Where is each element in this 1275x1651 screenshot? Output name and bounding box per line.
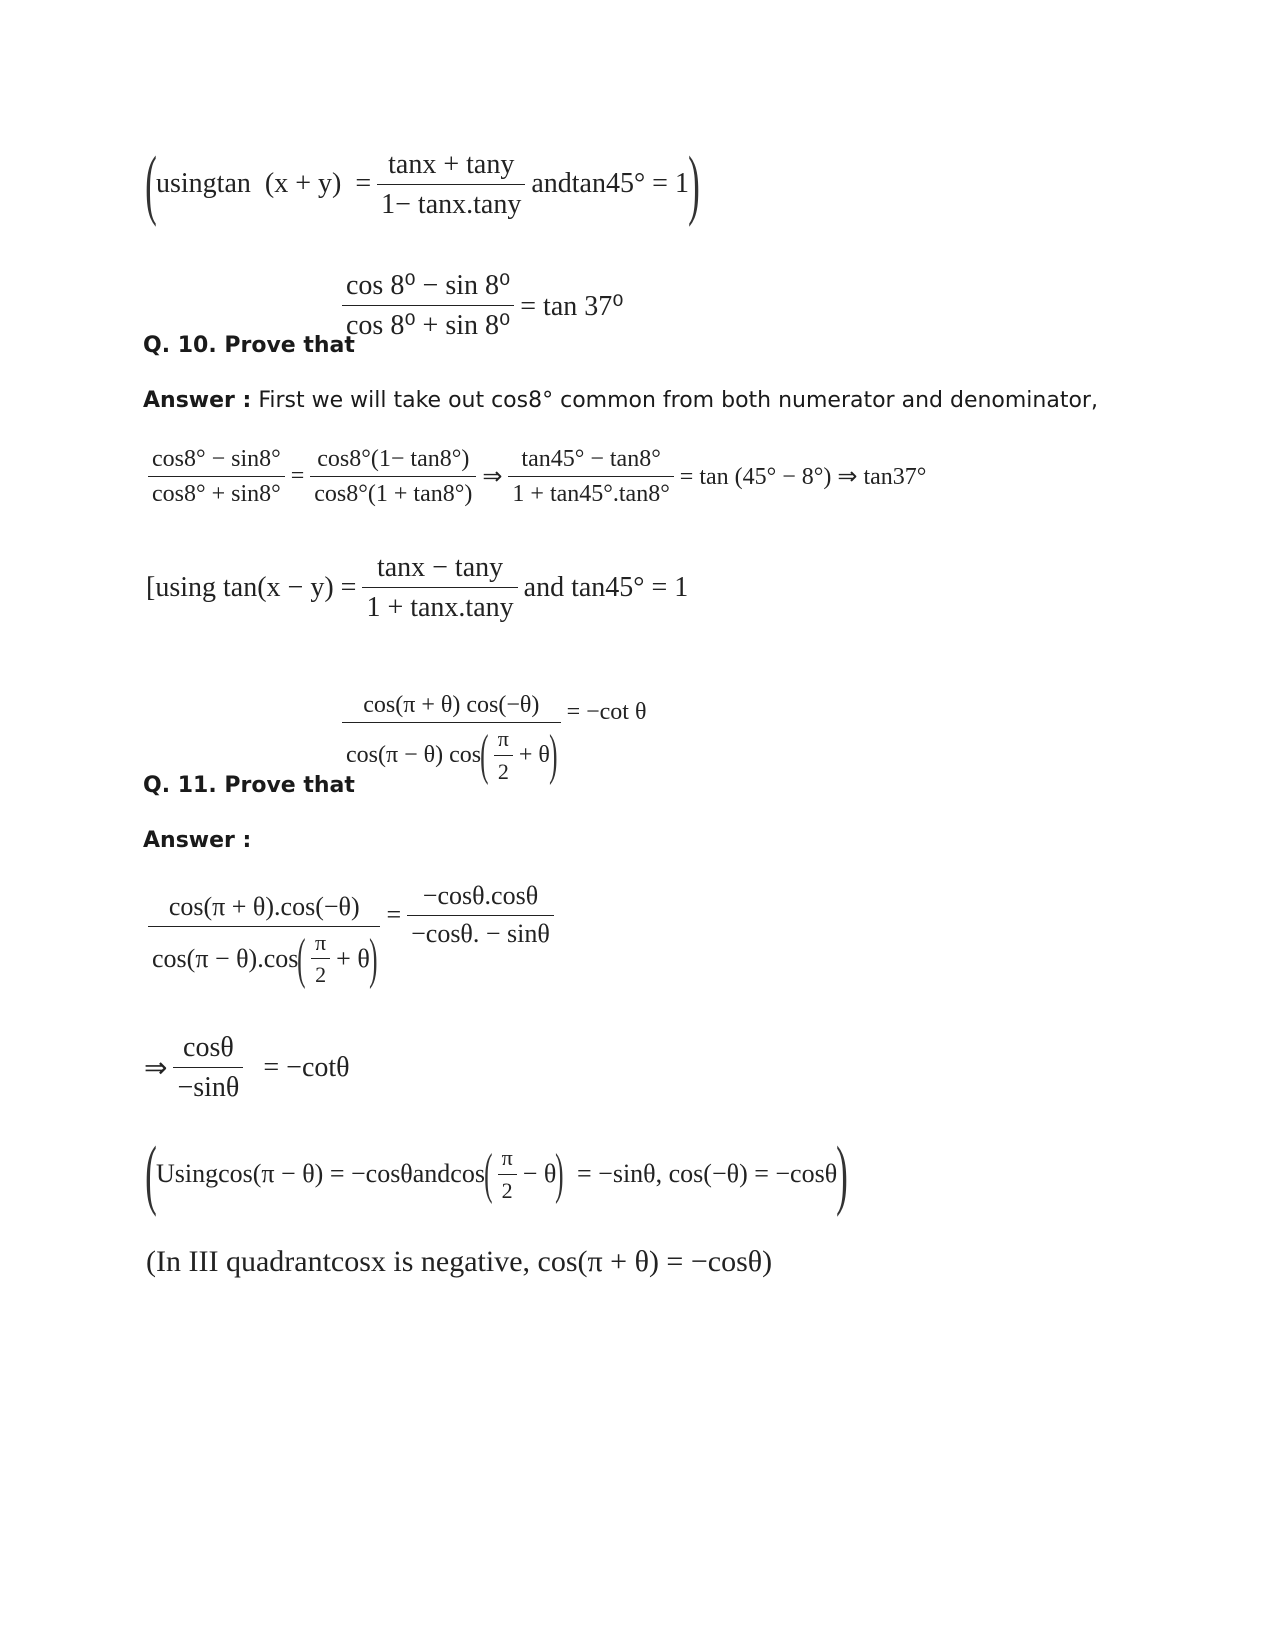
text-prefix: [using tan(x − y) = — [146, 571, 357, 603]
rhs: = −cot θ — [566, 699, 647, 725]
fraction-3: $\frac{\tan 45^\circ - \tan 8^\circ}{1 + \tan 45^\circ.\tan 8^\circ}$ — [508, 444, 673, 509]
q10-expression — [336, 268, 623, 343]
answer-10-line — [143, 388, 1098, 413]
answer-10-derivation — [142, 444, 926, 509]
q10-label: Q. 10. Prove that — [143, 333, 355, 358]
equals: = — [290, 463, 305, 489]
equals: = — [355, 168, 372, 199]
answer-11-label: Answer : — [143, 828, 252, 853]
answer-label: Answer : — [143, 388, 252, 413]
identity-tan-sum — [145, 140, 700, 227]
equals: = — [386, 900, 402, 929]
fraction-q10 — [342, 268, 514, 343]
tail: = tan (45° − 8°) ⇒ tan37° — [679, 464, 927, 490]
identity-tan-diff — [146, 550, 688, 625]
answer-11-line1: cos(π + θ).cos(−θ) cos(π − θ).cos ( $\frac{\pi}{2}$ + θ ) = $\frac{-\cos\theta.\cos\theta}{-\cos\theta. - \sin\theta}$ — [142, 880, 560, 1000]
implies: ⇒ — [482, 464, 503, 490]
rhs: = tan 37⁰ — [520, 290, 624, 322]
left-paren: ( — [145, 140, 157, 227]
answer-text: First we will take out cos8° common from both numerator and denominator, — [251, 388, 1098, 413]
fraction-tan-diff: $\frac{\tan x - \tan y}{1 + \tan x.\tan y}$ — [362, 550, 517, 625]
answer-11-line3: ( Usingcos(π − θ) = −cosθandcos ( $\frac{\pi}{2}$ − θ ) = −sinθ, cos(−θ) = −cosθ ) — [145, 1130, 849, 1217]
text-suffix: and tan45° = 1 — [523, 571, 689, 603]
fraction-1: $\frac{\cos 8^\circ - \sin 8^\circ}{\cos 8^\circ + \sin 8^\circ}$ — [148, 444, 285, 509]
rhs: = −cotθ — [263, 1051, 350, 1083]
right-paren: ) — [688, 140, 700, 227]
answer-11-line2: ⇒ $\frac{\cos\theta}{-\sin\theta}$ = −cotθ — [144, 1032, 350, 1103]
fraction-q11: cos(π + θ) cos(−θ) cos(π − θ) cos ( $\frac{\pi}{2}$ + θ ) — [342, 690, 561, 785]
q11-label: Q. 11. Prove that — [143, 773, 355, 798]
denominator: cos 8⁰ + sin 8⁰ — [346, 310, 511, 341]
denominator: 1− tanx.tany — [381, 188, 522, 220]
text-arg: (x + y) — [264, 168, 342, 199]
implies: ⇒ — [144, 1052, 168, 1084]
numerator: tanx + tany — [388, 148, 515, 180]
fraction-tan-sum — [377, 147, 525, 222]
answer-11-line4: (In III quadrantcosx is negative, cos(π + θ) = −cosθ) — [146, 1245, 773, 1278]
numerator: cos 8⁰ − sin 8⁰ — [346, 270, 511, 301]
fraction-2: $\frac{\cos 8^\circ(1- \tan 8^\circ)}{\cos 8^\circ(1 + \tan 8^\circ)}$ — [310, 444, 476, 509]
text-suffix: andtan45° = 1 — [531, 168, 689, 199]
text-using: usingtan — [155, 168, 251, 199]
q11-expression — [336, 690, 646, 785]
